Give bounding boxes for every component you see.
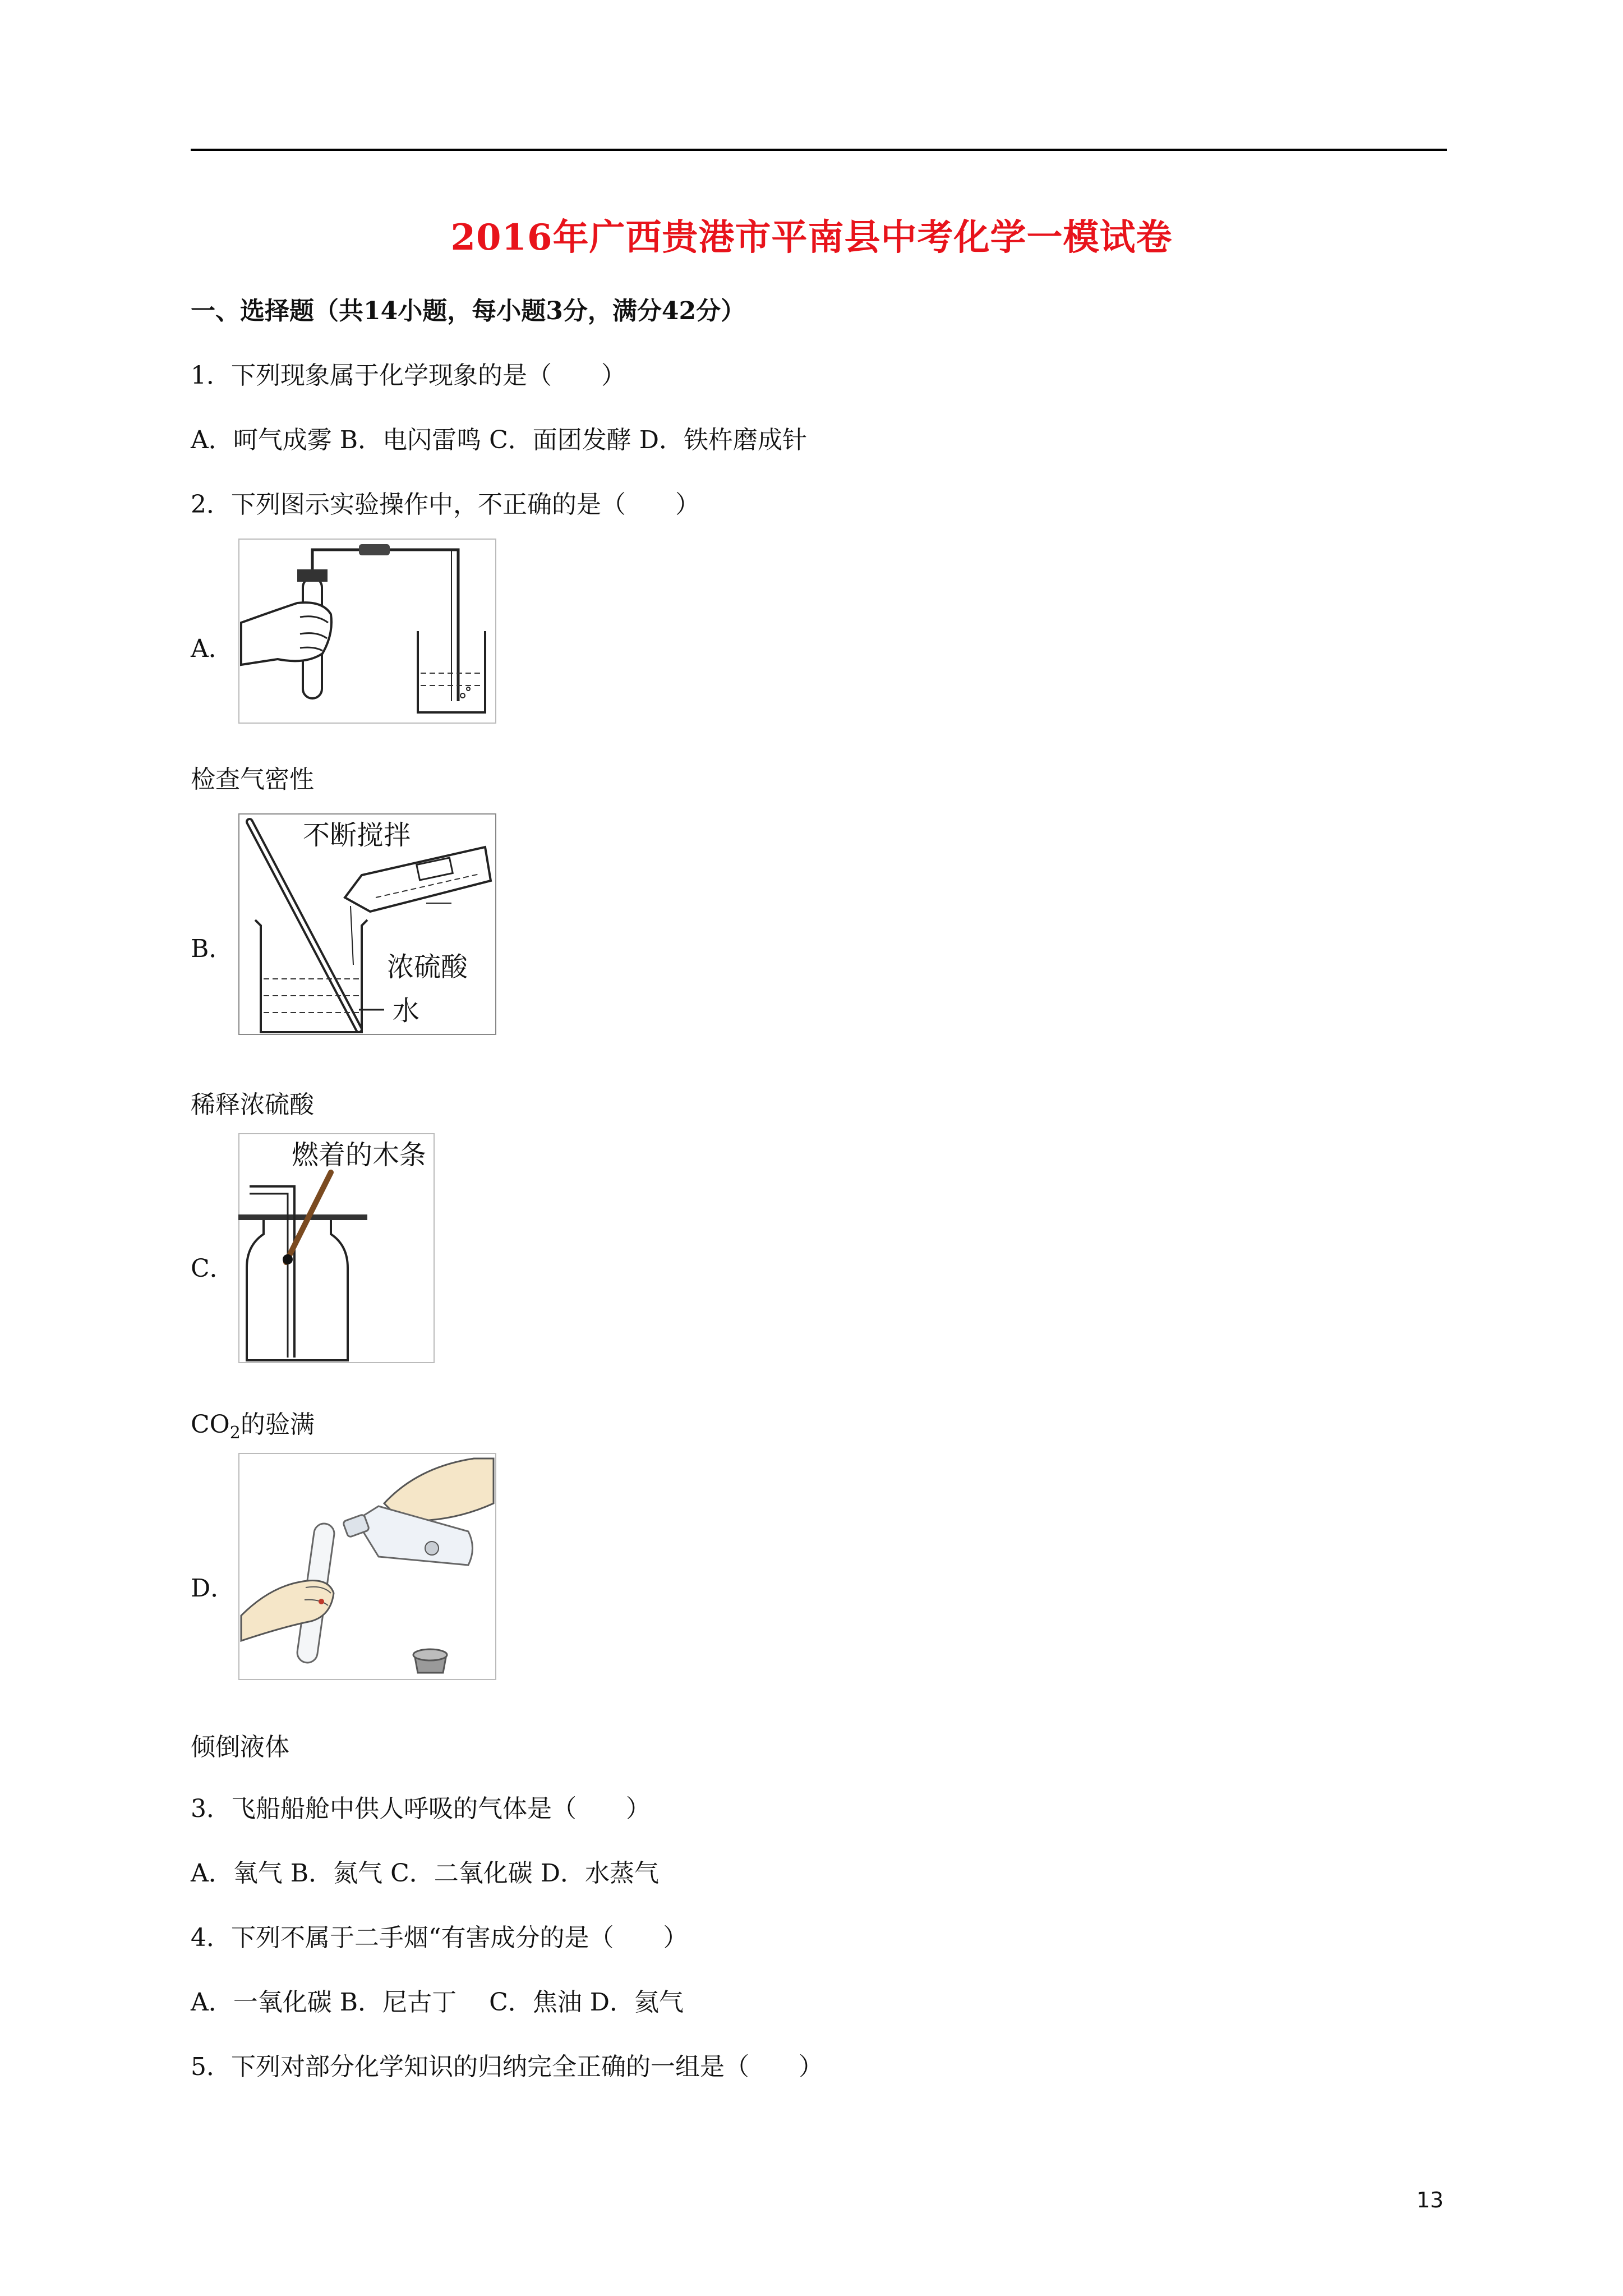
stir-label: 不断搅拌: [303, 820, 411, 851]
subscript-2: 2: [229, 1423, 241, 1443]
exam-title: 2016年广西贵港市平南县中考化学一模试卷: [450, 217, 1173, 259]
option-a-caption: 检查气密性: [191, 765, 314, 794]
caption-rest: 的验满: [240, 1410, 315, 1439]
option-c-caption: [191, 1408, 315, 1450]
water-label: 水: [393, 995, 420, 1027]
co2-full-test-figure: [238, 1133, 435, 1363]
header-rule: [191, 149, 1447, 151]
question-1-stem: 1．下列现象属于化学现象的是（ ）: [191, 361, 626, 390]
option-b-label: B．: [191, 935, 234, 963]
pour-liquid-figure: [238, 1453, 496, 1680]
section-heading: 一、选择题（共14小题，每小题3分，满分42分）: [191, 297, 746, 325]
question-5-stem: 5．下列对部分化学知识的归纳完全正确的一组是（ ）: [191, 2053, 823, 2081]
airtightness-check-figure: [238, 539, 496, 724]
option-c-label: C．: [191, 1254, 234, 1283]
question-4-options: A．一氧化碳 B．尼古丁 C．焦油 D．氦气: [191, 1988, 684, 2017]
option-b-caption: 稀释浓硫酸: [191, 1091, 314, 1119]
dilute-sulfuric-acid-figure: [238, 813, 496, 1035]
question-3-options: A．氧气 B．氮气 C．二氧化碳 D．水蒸气: [191, 1859, 660, 1888]
burning-stick-label: 燃着的木条: [292, 1139, 427, 1171]
option-a-label: A．: [191, 634, 233, 663]
question-4-stem: 4．下列不属于二手烟“有害成分的是（ ）: [191, 1924, 688, 1952]
option-d-caption: 倾倒液体: [191, 1733, 289, 1761]
option-d-label: D．: [191, 1574, 236, 1603]
acid-label: 浓硫酸: [387, 951, 468, 983]
question-1-options: A．呵气成雾 B．电闪雷鸣 C．面团发酵 D．铁杵磨成针: [191, 426, 808, 454]
question-2-stem: 2．下列图示实验操作中，不正确的是（ ）: [191, 490, 700, 519]
page-number: 13: [1416, 2188, 1444, 2212]
co-text: CO: [191, 1410, 230, 1439]
question-3-stem: 3．飞船船舱中供人呼吸的气体是（ ）: [191, 1795, 651, 1823]
